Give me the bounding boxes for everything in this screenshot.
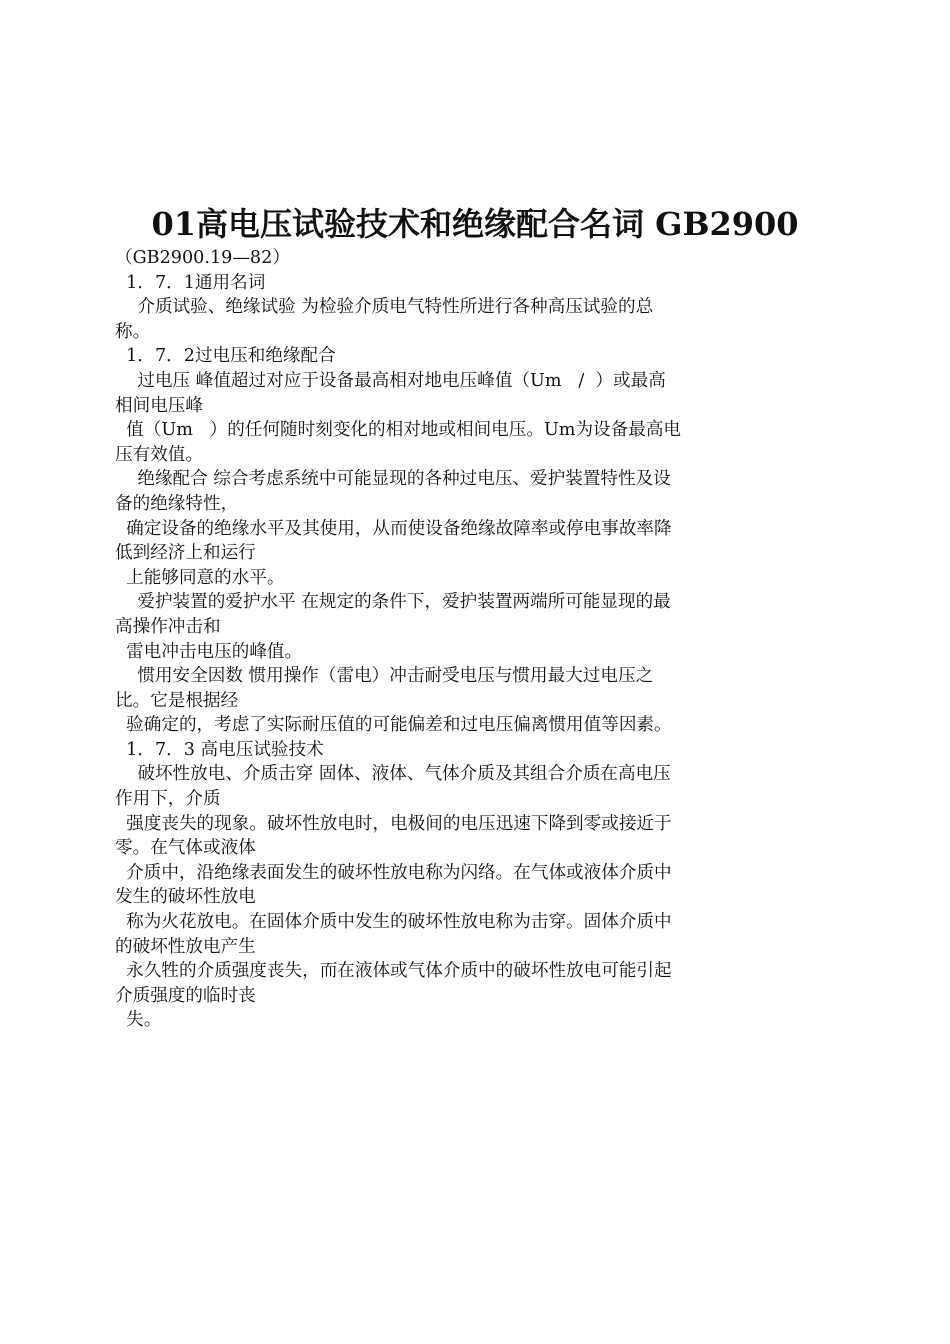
text-line: 验确定的，考虑了实际耐压值的可能偏差和过电压偏离惯用值等因素。 — [115, 715, 672, 736]
text-line: 比。它是根据经 — [115, 690, 239, 711]
text-line: 的破坏性放电产生 — [115, 936, 256, 957]
text-line: 1．7．2过电压和绝缘配合 — [115, 346, 336, 367]
text-line: 确定设备的绝缘水平及其使用，从而使设备绝缘故障率或停电事故率降 — [115, 518, 672, 539]
text-line: （GB2900.19—82） — [115, 248, 290, 268]
text-line: 零。在气体或液体 — [115, 838, 256, 859]
text-line: 压有效值。 — [115, 444, 203, 465]
text-line: 高操作冲击和 — [115, 616, 221, 637]
text-line: 1．7．3 高电压试验技术 — [115, 739, 324, 760]
text-line: 绝缘配合 综合考虑系统中可能显现的各种过电压、爱护装置特性及设 — [115, 469, 671, 490]
text-line: 介质强度的临时丧 — [115, 985, 256, 1006]
text-line: 值（Um ）的任何随时刻变化的相对地或相间电压。Um为设备最高电 — [115, 420, 682, 441]
text-line: 备的绝缘特性， — [115, 493, 239, 514]
text-line: 永久牲的介质强度丧失，而在液体或气体介质中的破坏性放电可能引起 — [115, 961, 672, 982]
text-line: 介质中，沿绝缘表面发生的破坏性放电称为闪络。在气体或液体介质中 — [115, 862, 672, 883]
text-line: 破坏性放电、介质击穿 固体、液体、气体介质及其组合介质在高电压 — [115, 764, 671, 785]
text-line: 失。 — [115, 1010, 162, 1031]
text-line: 强度丧失的现象。破坏性放电时，电极间的电压迅速下降到零或接近于 — [115, 813, 672, 834]
text-line: 1．7．1通用名词 — [115, 272, 266, 293]
text-line: 爱护装置的爱护水平 在规定的条件下，爱护装置两端所可能显现的最 — [115, 592, 671, 613]
text-line: 相间电压峰 — [115, 395, 203, 416]
text-line: 作用下，介质 — [115, 789, 221, 810]
text-line: 过电压 峰值超过对应于设备最高相对地电压峰值（Um / ）或最高 — [115, 370, 666, 391]
text-line: 低到经济上和运行 — [115, 543, 256, 564]
text-line: 发生的破坏性放电 — [115, 887, 256, 908]
document-title: 01高电压试验技术和绝缘配合名词 GB2900 — [151, 205, 799, 243]
text-line: 称为火花放电。在固体介质中发生的破坏性放电称为击穿。固体介质中 — [115, 912, 672, 933]
document-body — [115, 246, 845, 1033]
text-line: 上能够同意的水平。 — [115, 567, 285, 588]
text-line: 称。 — [115, 321, 151, 342]
text-line: 介质试验、绝缘试验 为检验介质电气特性所进行各种高压试验的总 — [115, 297, 654, 318]
text-line: 雷电冲击电压的峰值。 — [115, 641, 303, 662]
text-line: 惯用安全因数 惯用操作（雷电）冲击耐受电压与惯用最大过电压之 — [115, 666, 654, 687]
